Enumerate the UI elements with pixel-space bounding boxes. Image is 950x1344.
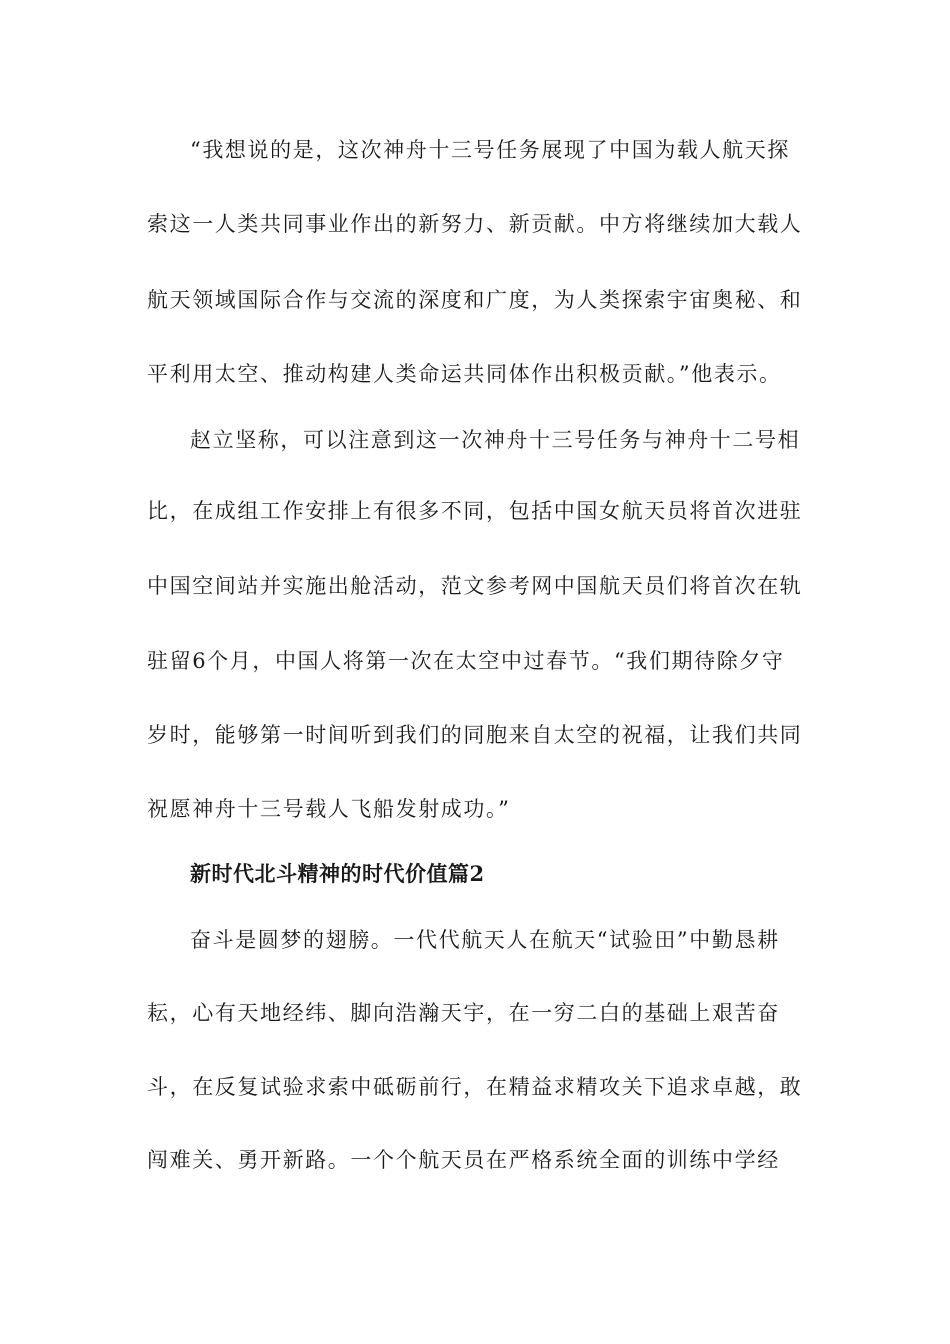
paragraph-1-line-2: 索这一人类共同事业作出的新努力、新贡献。中方将继续加大载人 <box>147 212 803 236</box>
paragraph-2-line-5: 岁时，能够第一时间听到我们的同胞来自太空的祝福，让我们共同 <box>147 723 803 747</box>
paragraph-2-line-6: 祝愿神舟十三号载人飞船发射成功。” <box>147 797 511 821</box>
paragraph-1-line-1: “我想说的是，这次神舟十三号任务展现了中国为载人航天探 <box>190 138 790 162</box>
paragraph-2-line-4: 驻留6个月，中国人将第一次在太空中过春节。“我们期待除夕守 <box>147 649 785 673</box>
paragraph-2-line-1: 赵立坚称，可以注意到这一次神舟十三号任务与神舟十二号相 <box>190 428 801 452</box>
paragraph-3-line-1: 奋斗是圆梦的翅膀。一代代航天人在航天“试验田”中勤恳耕 <box>190 928 780 952</box>
paragraph-1-line-4: 平利用太空、推动构建人类命运共同体作出积极贡献。”他表示。 <box>147 362 782 386</box>
paragraph-2-line-3: 中国空间站并实施出舱活动，范文参考网中国航天员们将首次在轨 <box>147 574 803 598</box>
section-heading: 新时代北斗精神的时代价值篇2 <box>190 861 485 886</box>
paragraph-3-line-4: 闯难关、勇开新路。一个个航天员在严格系统全面的训练中学经 <box>147 1148 780 1172</box>
paragraph-1-line-3: 航天领域国际合作与交流的深度和广度，为人类探索宇宙奥秘、和 <box>147 288 803 312</box>
paragraph-3-line-3: 斗，在反复试验求索中砥砺前行，在精益求精攻关下追求卓越，敢 <box>147 1075 803 1099</box>
paragraph-3-line-2: 耘，心有天地经纬、脚向浩瀚天宇，在一穷二白的基础上艰苦奋 <box>147 1001 780 1025</box>
paragraph-2-line-2: 比，在成组工作安排上有很多不同，包括中国女航天员将首次进驻 <box>147 499 803 523</box>
